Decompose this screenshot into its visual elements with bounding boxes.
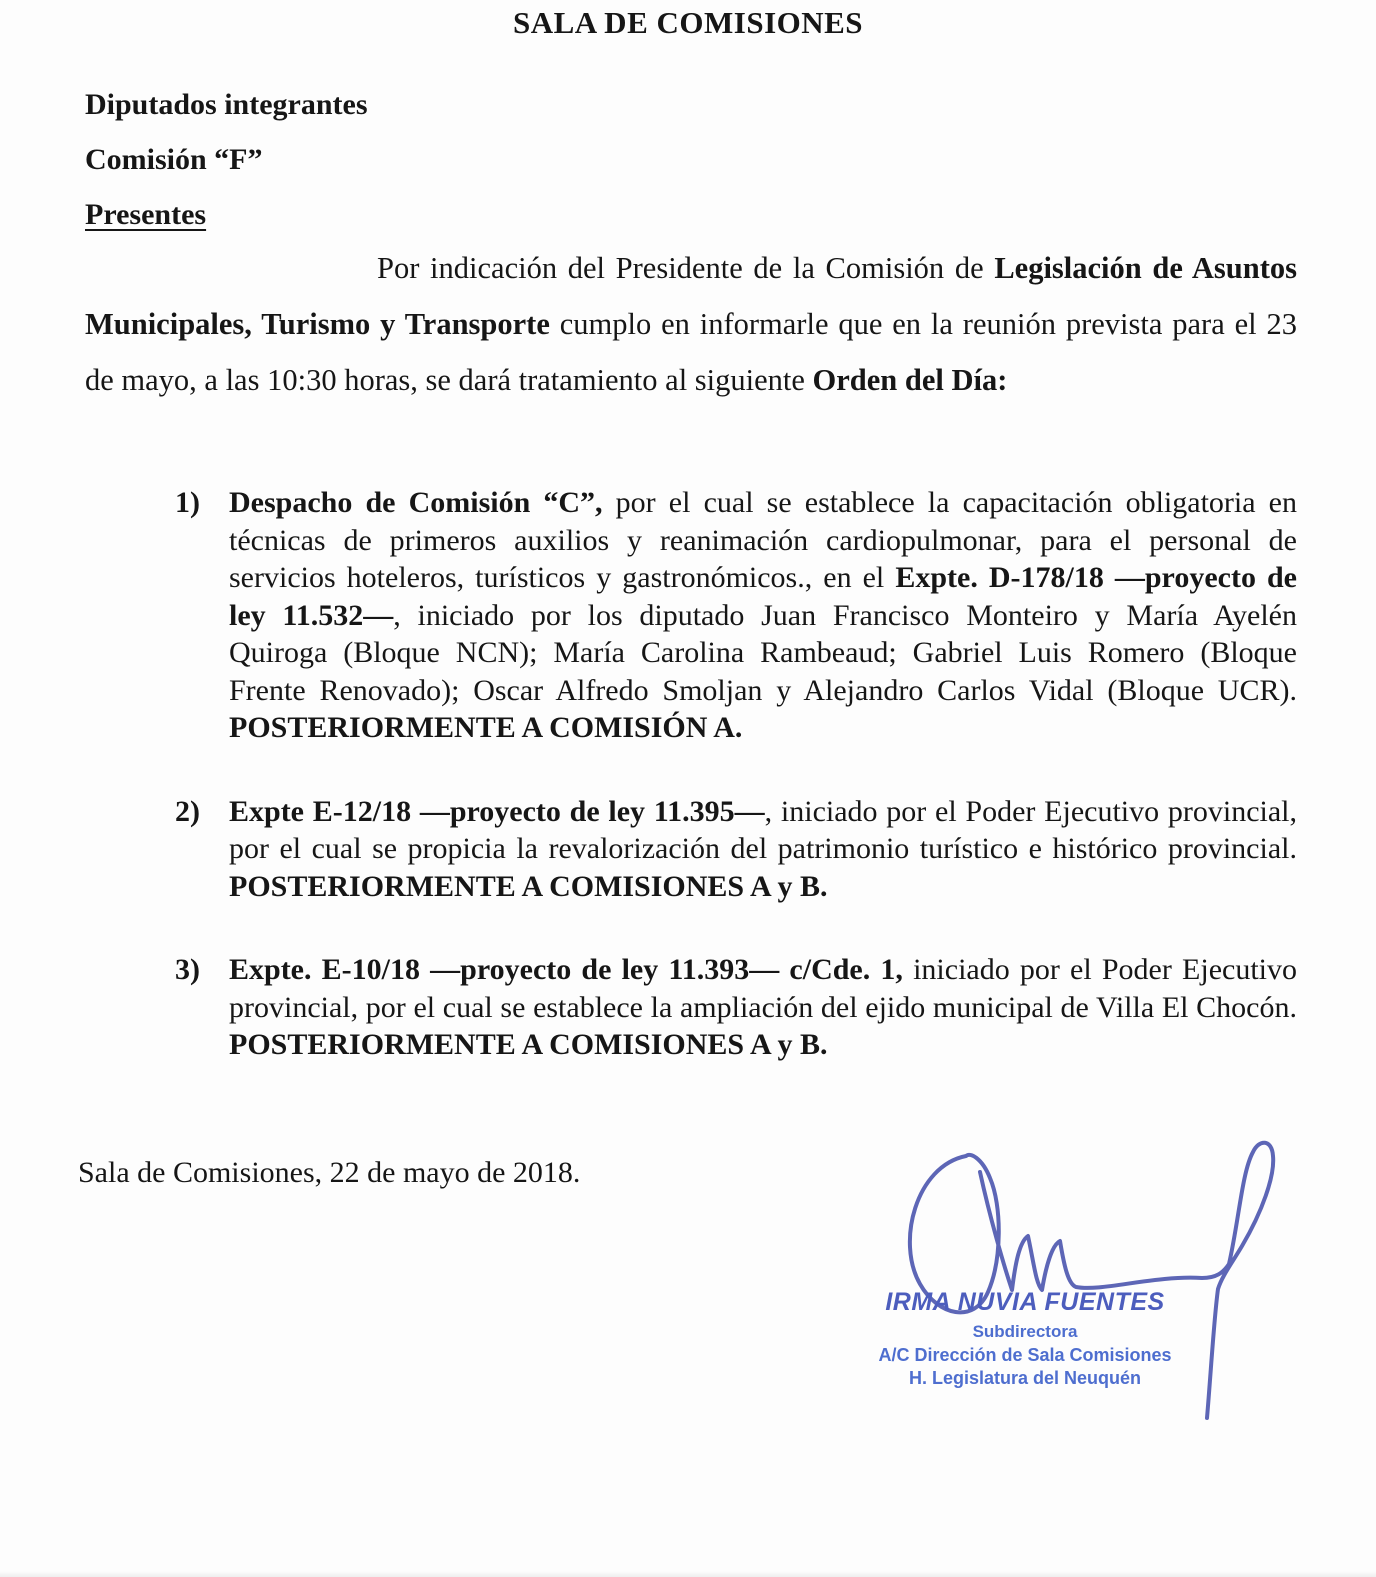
agenda-item-3-number: 3) (175, 953, 200, 986)
intro-paragraph: Por indicación del Presidente de la Comisión de Legislación de Asuntos Municipales, Turismo y Transporte cumplo en informarle que en la reunión prevista para el 23 de mayo, a las 10:30 horas, se dará tratamiento al siguiente Orden del Día: (85, 251, 1297, 397)
agenda-item-1 (175, 484, 1297, 747)
stamp-signer-title: Subdirectora (972, 1322, 1078, 1341)
recipient-block (85, 77, 368, 242)
stamp-signer-name: IRMA NUVIA FUENTES (885, 1288, 1165, 1316)
agenda-list (175, 484, 1297, 1064)
agenda-item-3-text: Expte. E-10/18 —proyecto de ley 11.393— c/Cde. 1, iniciado por el Poder Ejecutivo provincial, por el cual se establece la ampliación del ejido municipal de Villa El Chocón. POSTERIORMENTE A COMISIONES A y B. (229, 953, 1297, 1061)
recipient-line-comision: Comisión “F” (85, 143, 263, 176)
recipient-line-diputados: Diputados integrantes (85, 88, 368, 121)
closing-dateline: Sala de Comisiones, 22 de mayo de 2018. (78, 1156, 581, 1189)
agenda-item-1-text: Despacho de Comisión “C”, por el cual se establece la capacitación obligatoria en técnicas de primeros auxilios y reanimación cardiopulmonar, para el personal de servicios hoteleros, turísticos y gastronómicos., en el Expte. D-178/18 —proyecto de ley 11.532—, iniciado por los diputado Juan Francisco Monteiro y María Ayelén Quiroga (Bloque NCN); María Carolina Rambeaud; Gabriel Luis Romero (Bloque Frente Renovado); Oscar Alfredo Smoljan y Alejandro Carlos Vidal (Bloque UCR). POSTERIORMENTE A COMISIÓN A. (229, 486, 1297, 744)
agenda-item-2-text: Expte E-12/18 —proyecto de ley 11.395—, iniciado por el Poder Ejecutivo provincial, por el cual se propicia la revalorización del patrimonio turístico e histórico provincial. POSTERIORMENTE A COMISIONES A y B. (229, 794, 1297, 903)
page-title: SALA DE COMISIONES (512, 5, 864, 40)
handwritten-signature-ink (870, 1126, 1350, 1436)
scan-bottom-edge-artifact (0, 1571, 1376, 1577)
recipient-line-presentes: Presentes (85, 198, 207, 231)
agenda-item-2 (175, 793, 1297, 906)
agenda-item-1-number: 1) (175, 486, 200, 519)
stamp-signer-office: A/C Dirección de Sala Comisiones (878, 1345, 1172, 1365)
agenda-item-3 (175, 951, 1297, 1064)
stamp-institution: H. Legislatura del Neuquén (908, 1368, 1142, 1388)
agenda-item-2-number: 2) (175, 794, 200, 828)
